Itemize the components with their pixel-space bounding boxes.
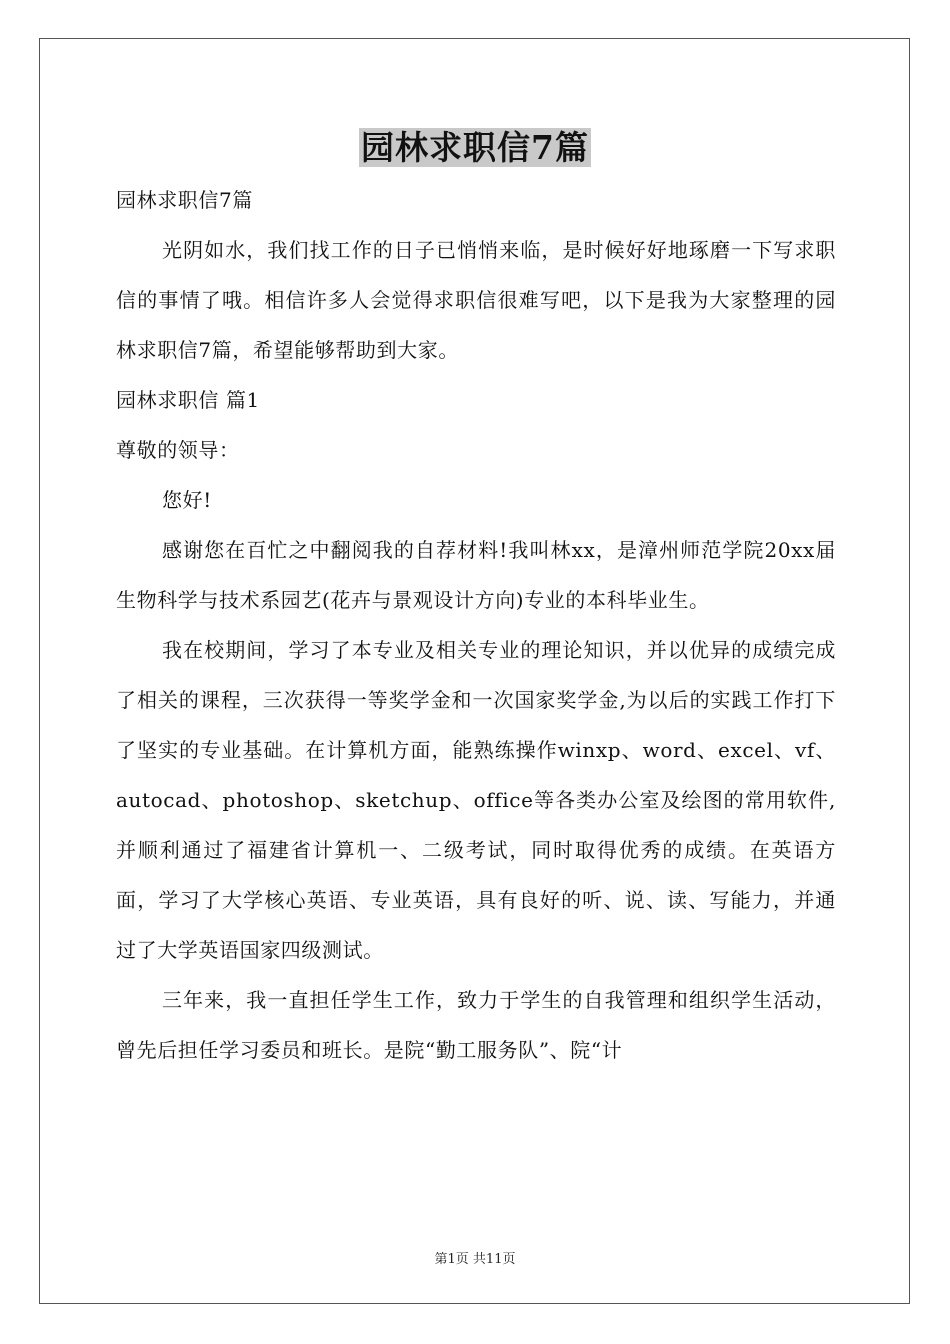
page-number: 第1页 共11页 xyxy=(434,1252,516,1267)
document-body xyxy=(116,175,836,1075)
body-paragraph-2: 我在校期间，学习了本专业及相关专业的理论知识，并以优异的成绩完成了相关的课程，三次获得一等奖学金和一次国家奖学金,为以后的实践工作打下了坚实的专业基础。在计算机方面，能熟练操作winxp、word、excel、vf、autocad、photoshop、sketchup、office等各类办公室及绘图的常用软件,并顺利通过了福建省计算机一、二级考试，同时取得优秀的成绩。在英语方面，学习了大学核心英语、专业英语，具有良好的听、说、读、写能力，并通过了大学英语国家四级测试。 xyxy=(116,638,836,962)
section-heading: 园林求职信 篇1 xyxy=(116,388,260,412)
body-paragraph-1: 感谢您在百忙之中翻阅我的自荐材料!我叫林xx，是漳州师范学院20xx届生物科学与技术系园艺(花卉与景观设计方向)专业的本科毕业生。 xyxy=(116,538,836,612)
page-footer xyxy=(0,1248,950,1267)
document-subtitle: 园林求职信7篇 xyxy=(116,188,253,212)
salutation: 尊敬的领导： xyxy=(116,438,240,462)
greeting: 您好! xyxy=(162,488,212,512)
intro-paragraph: 光阴如水，我们找工作的日子已悄悄来临，是时候好好地琢磨一下写求职信的事情了哦。相信许多人会觉得求职信很难写吧，以下是我为大家整理的园林求职信7篇，希望能够帮助到大家。 xyxy=(116,238,836,362)
body-paragraph-3: 三年来，我一直担任学生工作，致力于学生的自我管理和组织学生活动，曾先后担任学习委员和班长。是院“勤工服务队”、院“计 xyxy=(116,988,836,1062)
document-title xyxy=(0,126,950,170)
document-title-text: 园林求职信7篇 xyxy=(361,128,589,167)
